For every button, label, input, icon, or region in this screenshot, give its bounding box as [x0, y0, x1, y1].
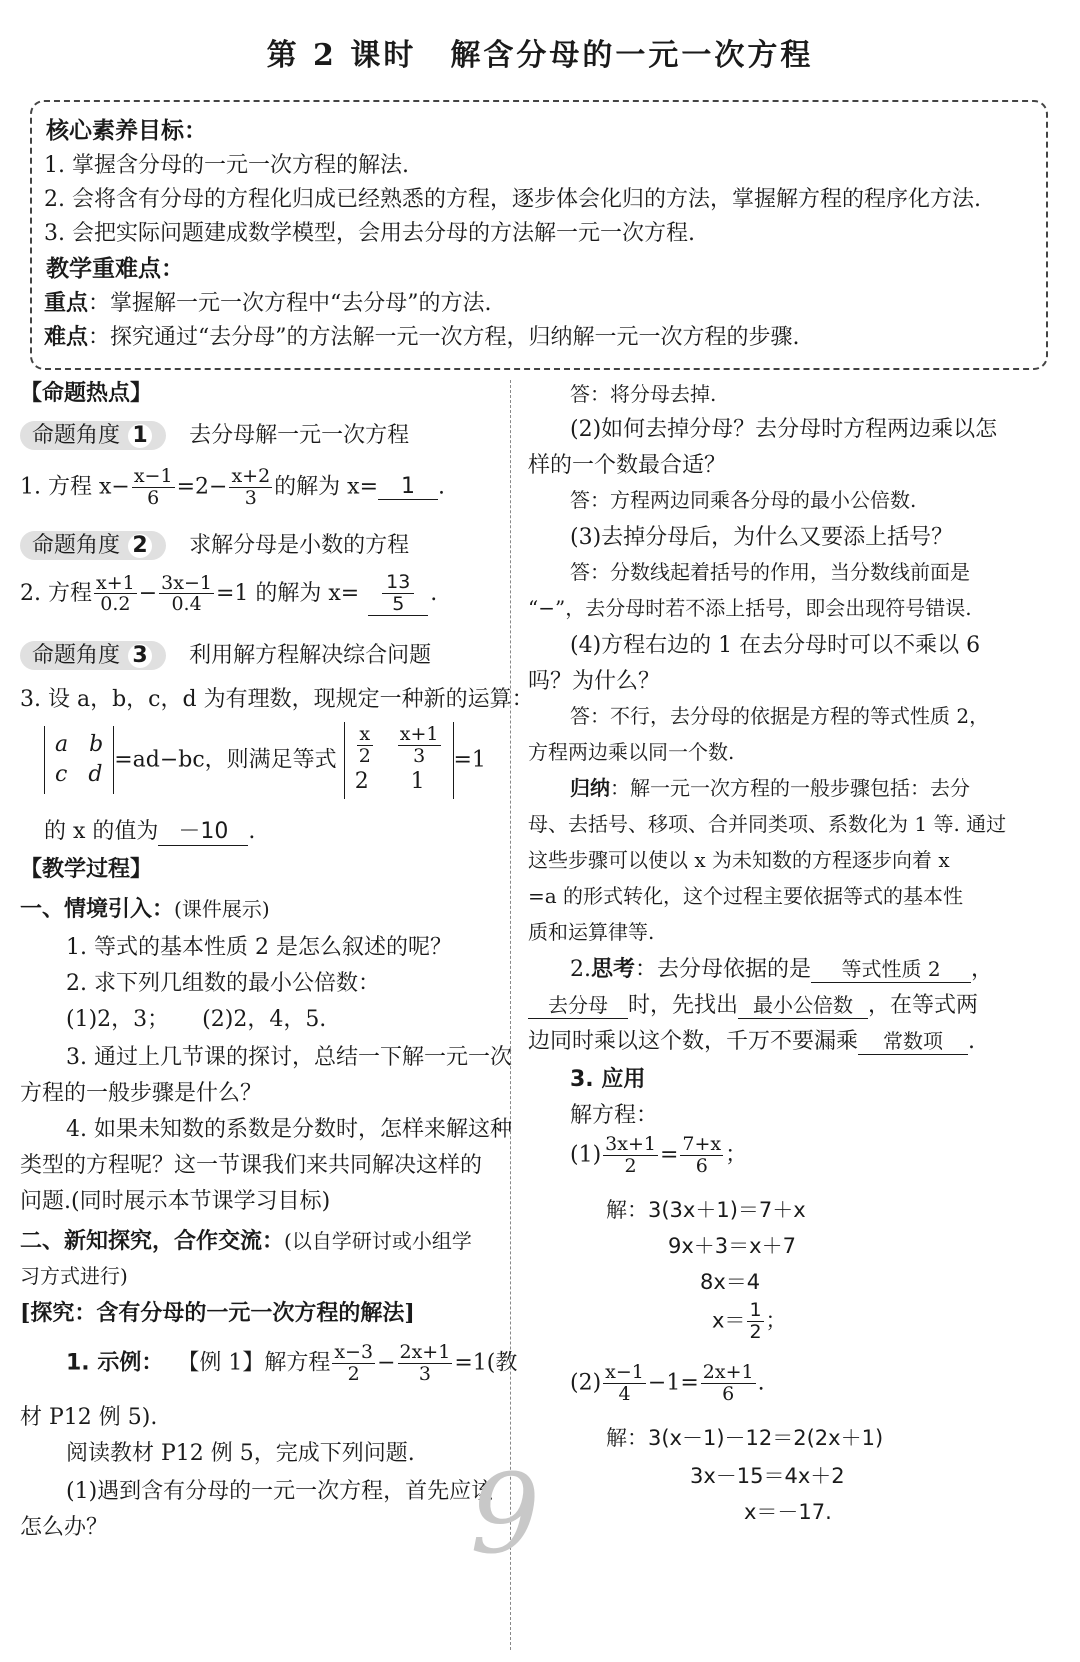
question-line: (3)去掉分母后，为什么又要添上括号？ [570, 525, 954, 550]
hot-heading: 【命题热点】 [20, 381, 153, 406]
section-2-title: 二、新知探究，合作交流：(以自学研讨或小组学 [20, 1229, 472, 1254]
determinant-equation: $\frac{x}{2}$ $\frac{x+1}{3}$ 2 1 [344, 722, 454, 799]
read-instruction: 阅读教材 P12 例 5，完成下列问题. [66, 1441, 415, 1466]
question-line: (2)如何去掉分母？去分母时方程两边乘以怎 [570, 417, 998, 442]
solution-step: x＝－17. [744, 1500, 832, 1524]
angle-title: 利用解方程解决综合问题 [189, 643, 432, 668]
answer-line: 答：不行，去分母的依据是方程的等式性质 2， [570, 704, 990, 728]
goal-item: 3. 会把实际问题建成数学模型，会用去分母的方法解一元一次方程. [44, 221, 695, 246]
answer-line: 答：将分母去掉. [570, 382, 717, 406]
think-line: 去分母 时，先找出 最小公倍数 ，在等式两 [528, 988, 978, 1019]
difficult-text: ：探究通过“去分母”的方法解一元一次方程，归纳解一元一次方程的步骤. [88, 325, 800, 350]
explore-title: [探究：含有分母的一元一次方程的解法] [20, 1300, 415, 1326]
goal-item: 1. 掌握含分母的一元一次方程的解法. [44, 153, 409, 178]
think-blank: 常数项 [858, 1025, 968, 1055]
question-line: (1)遇到含有分母的一元一次方程，首先应该 [66, 1479, 494, 1504]
lesson-topic: 解含分母的一元一次方程 [450, 38, 814, 73]
think-line: 边同时乘以这个数，千万不要漏乘 常数项 . [528, 1024, 975, 1055]
answer-2: $\frac{13}{5}$ [368, 572, 428, 616]
solution-step: 8x＝4 [700, 1270, 761, 1294]
summary-line: 母、去括号、移项、合并同类项、系数化为 1 等. 通过 [528, 812, 1007, 836]
difficult-point [44, 320, 800, 351]
question-line: (4)方程右边的 1 在去分母时可以不乘以 6 [570, 633, 981, 658]
answer-3: －10 [158, 814, 248, 846]
question-3-formula: a b c d=ad−bc，则满足等式 $\frac{x}{2}$ $\frac{x+1}{3}$ 2 1=1 [44, 722, 486, 799]
lesson-number: 第 2 课时 [266, 38, 417, 73]
solution-step: x＝ $\frac{1}{2}$ ； [712, 1299, 787, 1343]
section-1-title: 一、情境引入：(课件展示) [20, 897, 270, 922]
summary-line: 这些步骤可以使以 x 为未知数的方程逐步向着 x [528, 848, 950, 872]
problem-1: (1) $\frac{3x+1}{2}$ = $\frac{7+x}{6}$ ； [570, 1133, 748, 1177]
example-1: 1. 示例： 【例 1】解方程 $\frac{x-3}{2}$ − $\frac{2x+1}{3}$ =1(教 [66, 1341, 518, 1385]
key-text: ：掌握解一元一次方程中“去分母”的方法. [88, 291, 492, 316]
context-item: 2. 求下列几组数的最小公倍数： [66, 971, 380, 996]
answer-line: 方程两边乘以同一个数. [528, 740, 735, 764]
summary-line: 质和运算律等. [528, 920, 655, 944]
question-line: 样的一个数最合适？ [528, 453, 727, 478]
solution-step: 解：3(x－1)－12＝2(2x＋1) [606, 1426, 884, 1450]
think-blank: 最小公倍数 [738, 989, 868, 1019]
application-title: 3. 应用 [570, 1067, 646, 1092]
solution-step: 9x＋3＝x＋7 [668, 1234, 796, 1258]
angle-1 [20, 418, 409, 449]
answer-line: 答：分数线起着括号的作用，当分数线前面是 [570, 560, 970, 584]
context-item: 4. 如果未知数的系数是分数时，怎样来解这种 [66, 1117, 512, 1142]
answer-line: 答：方程两边同乘各分母的最小公倍数. [570, 488, 917, 512]
angle-title: 求解分母是小数的方程 [189, 533, 410, 558]
question-3: 3. 设 a，b，c，d 为有理数，现规定一种新的运算： [20, 687, 534, 712]
page-number: 9 [470, 1450, 540, 1578]
process-heading: 【教学过程】 [20, 857, 153, 882]
answer-1: 1 [378, 474, 438, 500]
key-label: 重点 [44, 291, 89, 316]
goals-heading: 核心素养目标： [46, 118, 207, 144]
question-line: 怎么办？ [20, 1515, 109, 1540]
goal-item: 2. 会将含有分母的方程化归成已经熟悉的方程，逐步体会化归的方法，掌握解方程的程序化方法. [44, 187, 981, 212]
page-title [0, 30, 1080, 74]
problem-2: (2) $\frac{x-1}{4}$ −1= $\frac{2x+1}{6}$ . [570, 1361, 765, 1405]
context-item: (1)2，3； (2)2，4，5. [66, 1007, 327, 1032]
question-3-tail: 的 x 的值为 －10 . [44, 814, 255, 846]
think-blank: 等式性质 2 [811, 953, 971, 983]
think-line: 2.思考：去分母依据的是 等式性质 2 ， [570, 952, 993, 983]
example-source: 材 P12 例 5). [20, 1405, 158, 1430]
solution-step: 解：3(3x＋1)＝7＋x [606, 1198, 806, 1222]
answer-line: “−”，去分母时若不添上括号，即会出现符号错误. [528, 596, 972, 620]
context-item: 方程的一般步骤是什么？ [20, 1081, 263, 1106]
context-item: 1. 等式的基本性质 2 是怎么叙述的呢？ [66, 935, 452, 960]
question-line: 吗？为什么？ [528, 669, 661, 694]
determinant-definition: a b c d [44, 726, 114, 794]
question-2: 2. 方程 $\frac{x+1}{0.2}$ − $\frac{3x-1}{0.4}$ =1 的解为 x= $\frac{13}{5}$ . [20, 571, 438, 616]
angle-badge: 命题角度 1 [20, 421, 166, 450]
angle-3 [20, 638, 431, 669]
angle-badge: 命题角度 3 [20, 641, 166, 670]
context-item: 类型的方程呢？这一节课我们来共同解决这样的 [20, 1153, 483, 1178]
question-1: 1. 方程 x− $\frac{x-1}{6}$ =2− $\frac{x+2}{3}$ 的解为 x= 1 . [20, 465, 446, 509]
context-item: 问题.(同时展示本节课学习目标) [20, 1189, 331, 1214]
key-heading: 教学重难点： [46, 256, 184, 282]
angle-title: 去分母解一元一次方程 [189, 423, 410, 448]
summary-line: 归纳：解一元一次方程的一般步骤包括：去分 [570, 776, 970, 800]
angle-2 [20, 528, 409, 559]
section-2-note: 习方式进行) [20, 1264, 128, 1288]
angle-badge: 命题角度 2 [20, 531, 166, 560]
think-blank: 去分母 [528, 989, 628, 1019]
solution-step: 3x－15＝4x＋2 [690, 1464, 845, 1488]
summary-line: =a 的形式转化，这个过程主要依据等式的基本性 [528, 884, 964, 908]
difficult-label: 难点 [44, 325, 89, 350]
key-point [44, 286, 492, 317]
context-item: 3. 通过上几节课的探讨，总结一下解一元一次 [66, 1045, 512, 1070]
application-subtitle: 解方程： [570, 1103, 659, 1128]
